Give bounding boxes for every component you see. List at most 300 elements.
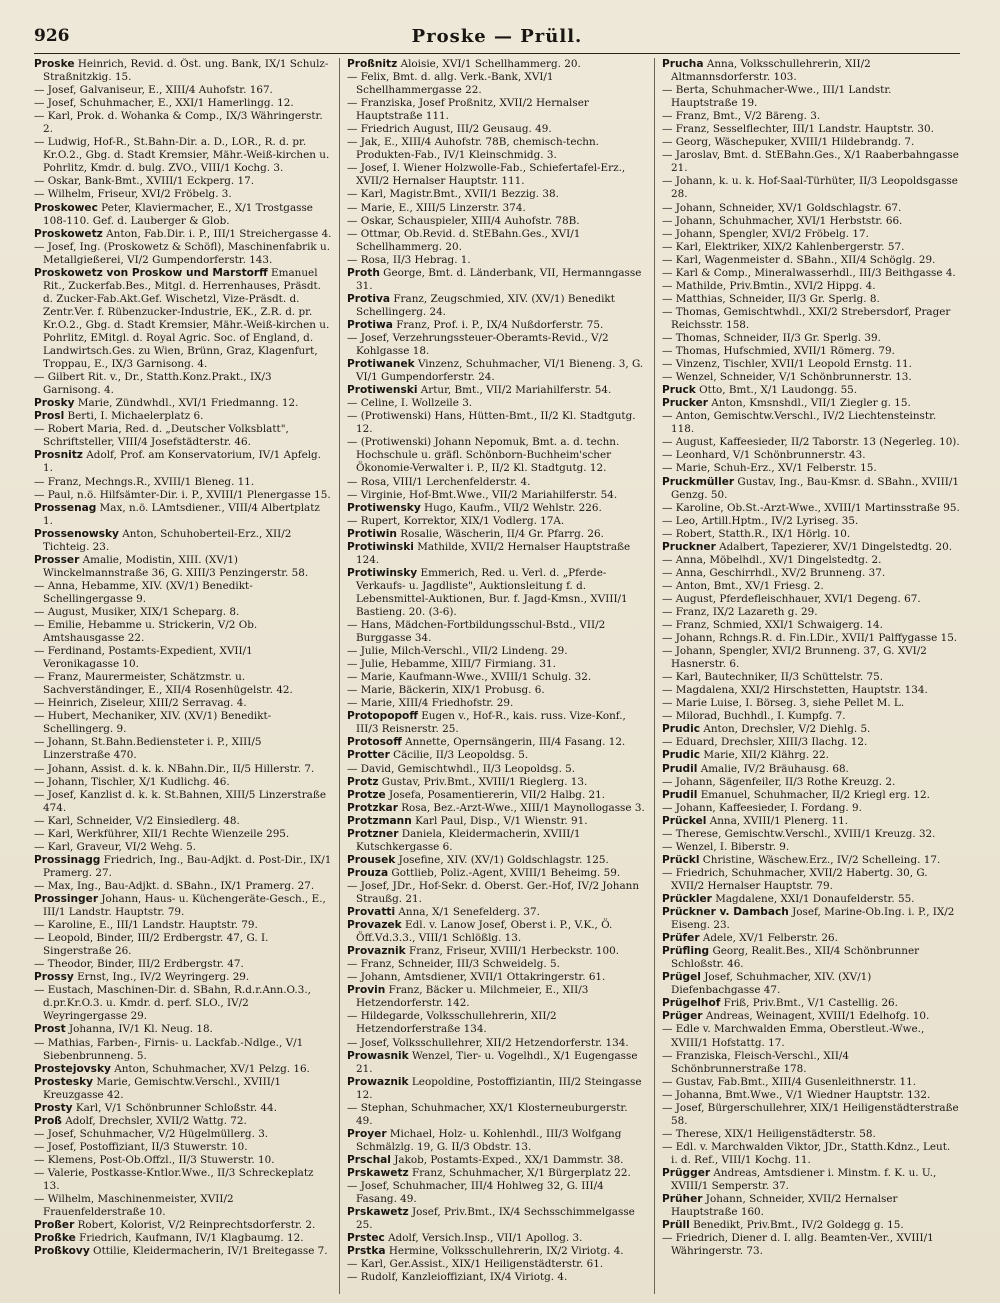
entry-details: — Johann, Spengler, XVI/2 Fröbelg. 17. — [662, 227, 869, 240]
directory-entry — [34, 1219, 332, 1232]
directory-entry — [34, 1037, 332, 1063]
directory-entry — [34, 528, 332, 554]
entry-details: Marie, Zündwhdl., XVI/1 Friedmanng. 12. — [74, 397, 299, 410]
directory-entry — [34, 710, 332, 736]
entry-surname: Protiwinsky — [347, 566, 418, 579]
entry-details: Johann, Schneider, XVII/2 Hernalser Hauptstraße 160. — [671, 1193, 898, 1219]
directory-entry — [347, 202, 645, 215]
entry-details: — Johann, Amtsdiener, XVII/1 Ottakringerstr. 61. — [347, 971, 606, 984]
directory-entry — [34, 932, 332, 958]
directory-entry — [34, 880, 332, 893]
directory-entry — [347, 502, 645, 515]
entry-details: — Eduard, Drechsler, XIII/3 Ilachg. 12. — [662, 736, 868, 749]
directory-entry — [662, 1193, 960, 1219]
directory-entry — [347, 749, 645, 762]
directory-entry — [347, 541, 645, 567]
directory-entry — [662, 802, 960, 815]
entry-details: — Johann, Assist. d. k. k. NBahn.Dir., II/5 Hillerstr. 7. — [34, 762, 315, 775]
entry-surname: Prüfer — [662, 932, 700, 945]
entry-surname: Protiwin — [347, 527, 397, 540]
directory-entry — [347, 658, 645, 671]
entry-surname: Pruckmüller — [662, 475, 735, 488]
directory-entry — [34, 1076, 332, 1102]
entry-details: — Rosa, VIII/1 Lerchenfelderstr. 4. — [347, 475, 531, 488]
page-number: 926 — [34, 26, 70, 46]
directory-entry — [347, 188, 645, 201]
entry-details: — Leonhard, V/1 Schönbrunnerstr. 43. — [662, 449, 866, 462]
entry-details: — Gustav, Fab.Bmt., XIII/4 Gusenleithnerstr. 11. — [662, 1075, 917, 1088]
entry-details: — Franz, Mechngs.R., XVIII/1 Bleneg. 11. — [34, 475, 255, 488]
entry-details: Anna, X/1 Senefelderg. 37. — [395, 906, 540, 919]
entry-details: Emanuel Rit., Zuckerfab.Bes., Mitgl. d. Herrenhauses, Präsdt. d. Zucker-Fab.Akt.Gef. Wischetzl, Vize-Präsdt. d. Zentr.Ver. f. Rübenzucker-Industrie, EK., Z.R. d. pr. Kr.O.2., Gbg. d. Stadt Kremsier, Mähr.-Weiß-kirchen u. Pohrlitz, EMitgl. d. Royal Agric. Soc. of England, d. Landwirtsch.Ges. zu Wien, Brünn, Graz, Klagenfurt, Troppau, E., IX/3 Garnisong. 4. — [43, 266, 330, 371]
entry-details: — Gilbert Rit. v., Dr., Statth.Konz.Prakt., IX/3 Garnisong. 4. — [34, 371, 272, 397]
entry-details: Marie, Gemischtw.Verschl., XVIII/1 Kreuzgasse 42. — [43, 1075, 281, 1101]
entry-details: — Klemens, Post-Ob.Offzl., II/3 Stuwerstr. 10. — [34, 1153, 275, 1166]
entry-surname: Prosty — [34, 1101, 73, 1114]
entry-details: — Marie, XIII/4 Friedhofstr. 29. — [347, 697, 514, 710]
directory-entry — [347, 958, 645, 971]
entry-surname: Protosoff — [347, 736, 402, 749]
entry-details: — Josef, Schuhmacher, E., XXI/1 Hamerlingg. 12. — [34, 97, 294, 110]
entry-details: — Karl, Graveur, VI/2 Wehg. 5. — [34, 840, 197, 853]
directory-entry — [34, 267, 332, 371]
entry-surname: Prudic — [662, 749, 701, 762]
entry-details: — Hubert, Mechaniker, XIV. (XV/1) Benedikt-Schellingerg. 9. — [34, 710, 272, 736]
entry-details: Karl, V/1 Schönbrunner Schloßstr. 44. — [72, 1101, 277, 1114]
entry-details: Andreas, Weinagent, XVIII/1 Edelhofg. 10. — [702, 1010, 930, 1023]
entry-details: — Marie, Kaufmann-Wwe., XVIII/1 Schulg. 32. — [347, 671, 592, 684]
directory-entry — [34, 202, 332, 228]
directory-entry — [347, 397, 645, 410]
entry-details: Adolf, Drechsler, XVII/2 Wattg. 72. — [61, 1114, 247, 1127]
directory-entry — [34, 1128, 332, 1141]
column-divider — [654, 58, 655, 1294]
entry-details: — Therese, XIX/1 Heiligenstädterstr. 58. — [662, 1127, 876, 1140]
entry-details: Gottlieb, Poliz.-Agent, XVIII/1 Beheimg. 59. — [388, 866, 621, 879]
directory-entry — [662, 306, 960, 332]
entry-details: Daniela, Kleidermacherin, XVIII/1 Kutschkergasse 6. — [356, 827, 581, 853]
entry-surname: Prostejovsky — [34, 1062, 111, 1075]
entry-details: Emmerich, Red. u. Verl. d. „Pferde-Verkaufs- u. Jagdliste", Auktionsleitung f. d. Lebensmittel-Auktionen, Bur. f. Jagd-Kmsn., XVIII/1 Bastieng. 20. (3-6). — [356, 566, 628, 618]
directory-entry — [662, 215, 960, 228]
entry-details: — August, Kaffeesieder, II/2 Taborstr. 13 (Negerleg. 10). — [662, 436, 960, 449]
directory-entry — [662, 854, 960, 867]
entry-details: — Josef, Volksschullehrer, XII/2 Hetzendorferstr. 134. — [347, 1036, 629, 1049]
entry-details: — Josef, JDr., Hof-Sekr. d. Oberst. Ger.-Hof, IV/2 Johann Straußg. 21. — [347, 879, 640, 905]
directory-entry — [347, 854, 645, 867]
entry-surname: Prowasnik — [347, 1049, 409, 1062]
entry-details: Emanuel, Schuhmacher, II/2 Kriegl erg. 12. — [697, 788, 930, 801]
entry-details: — August, Musiker, XIX/1 Scheparg. 8. — [34, 605, 240, 618]
entry-surname: Prschal — [347, 1153, 391, 1166]
entry-details: Josef, Schuhmacher, XIV. (XV/1) Diefenbachgasse 47. — [671, 971, 872, 997]
entry-details: — Franz, Schmied, XXI/1 Schwaigerg. 14. — [662, 619, 883, 632]
entry-details: — Edl. v. Marchwalden Viktor, JDr., Statth.Kdnz., Leut. i. d. Ref., VIII/1 Kochg. 11. — [662, 1140, 951, 1166]
entry-details: — Oskar, Schauspieler, XIII/4 Auhofstr. 78B. — [347, 214, 580, 227]
entry-details: Adele, XV/1 Felberstr. 26. — [699, 932, 838, 945]
entry-surname: Prossinagg — [34, 853, 101, 866]
directory-entry — [34, 175, 332, 188]
directory-entry — [347, 1050, 645, 1076]
entry-details: — (Protiwenski) Johann Nepomuk, Bmt. a. d. techn. Hochschule u. gräfl. Schönborn-Buchheim'scher Ökonomie-Verwalter i. P., II/2 Kl. Stadtgutg. 12. — [347, 436, 620, 475]
entry-details: — Georg, Wäschepuker, XVIII/1 Hildebrandg. 7. — [662, 136, 915, 149]
directory-entry — [34, 1115, 332, 1128]
entry-surname: Prowaznik — [347, 1075, 409, 1088]
entry-details: Benedikt, Priv.Bmt., IV/2 Goldegg g. 15. — [689, 1219, 904, 1232]
entry-details: Marie, XII/2 Klährg. 22. — [700, 749, 829, 762]
entry-surname: Protopopoff — [347, 710, 418, 723]
entry-details: — Theodor, Binder, III/2 Erdbergstr. 47. — [34, 958, 244, 971]
directory-entry — [34, 1141, 332, 1154]
entry-surname: Proßke — [34, 1232, 76, 1245]
directory-entry — [662, 1076, 960, 1089]
entry-details: Anton, Drechsler, V/2 Diehlg. 5. — [700, 723, 871, 736]
entry-details: — Oskar, Bank-Bmt., XVIII/1 Eckperg. 17. — [34, 175, 255, 188]
entry-surname: Proß — [34, 1114, 62, 1127]
directory-entry — [347, 645, 645, 658]
directory-entry — [34, 1063, 332, 1076]
entry-details: — Mathias, Farben-, Firnis- u. Lackfab.-Ndlge., V/1 Siebenbrunneng. 5. — [34, 1036, 304, 1062]
entry-details: — Thomas, Hufschmied, XVII/1 Römerg. 79. — [662, 345, 895, 358]
directory-entry — [34, 580, 332, 606]
directory-entry — [34, 58, 332, 84]
entry-surname: Prosser — [34, 553, 80, 566]
entry-details: Jakob, Postamts-Exped., XX/1 Dammstr. 38. — [390, 1153, 624, 1166]
directory-entry — [662, 1219, 960, 1232]
directory-entry — [662, 710, 960, 723]
directory-entry — [662, 671, 960, 684]
directory-entry — [347, 763, 645, 776]
directory-entry — [662, 241, 960, 254]
entry-details: — Leopold, Binder, III/2 Erdbergstr. 47, G. I. Singerstraße 26. — [34, 932, 269, 958]
entry-details: — Johann, Schneider, XV/1 Goldschlagstr. 67. — [662, 201, 902, 214]
directory-entry — [662, 528, 960, 541]
entry-details: — Julie, Milch-Verschl., VII/2 Lindeng. 29. — [347, 645, 568, 658]
directory-entry — [662, 1023, 960, 1049]
entry-details: — Hans, Mädchen-Fortbildungsschul-Bstd., VII/2 Burggasse 34. — [347, 619, 606, 645]
directory-entry — [662, 971, 960, 997]
directory-entry — [34, 919, 332, 932]
column-3 — [662, 58, 960, 1294]
entry-details: Anna, XVIII/1 Plenerg. 11. — [706, 814, 849, 827]
entry-details: — Hildegarde, Volksschullehrerin, XII/2 Hetzendorferstraße 134. — [347, 1010, 557, 1036]
entry-details: — Matthias, Schneider, II/3 Gr. Sperlg. 8. — [662, 292, 880, 305]
entry-details: Heinrich, Revid. d. Öst. ung. Bank, IX/1 Schulz-Straßnitzkig. 15. — [43, 58, 329, 84]
entry-details: — Johann, Rchngs.R. d. Fin.LDir., XVII/1 Palffygasse 15. — [662, 632, 958, 645]
entry-details: Aloisie, XVI/1 Schellhammerg. 20. — [397, 58, 581, 70]
directory-entry — [347, 880, 645, 906]
directory-entry — [662, 502, 960, 515]
entry-surname: Prossinger — [34, 893, 99, 905]
directory-entry — [34, 188, 332, 201]
directory-entry — [347, 945, 645, 958]
directory-entry — [347, 267, 645, 293]
entry-details: Max, n.ö. LAmtsdiener., VIII/4 Albertplatz 1. — [43, 501, 320, 527]
entry-details: — Marie, Schuh-Erz., XV/1 Felberstr. 15. — [662, 462, 877, 475]
entry-details: — Karl, Ger.Assist., XIX/1 Heiligenstädterstr. 61. — [347, 1258, 604, 1271]
entry-details: — Franz, Maurermeister, Schätzmstr. u. Sachverständinger, E., XII/4 Rosenhügelstr. 42. — [34, 671, 293, 697]
entry-details: Friedrich, Ing., Bau-Adjkt. d. Post-Dir., IX/1 Pramerg. 27. — [43, 853, 332, 879]
entry-details: — Mathilde, Priv.Bmtin., XVI/2 Hippg. 4. — [662, 279, 876, 292]
directory-entry — [347, 1167, 645, 1180]
directory-entry — [347, 867, 645, 880]
entry-details: Christine, Wäschew.Erz., IV/2 Schelleing. 17. — [699, 853, 941, 866]
directory-entry — [347, 776, 645, 789]
entry-details: — Jaroslav, Bmt. d. StEBahn.Ges., X/1 Raaberbahngasse 21. — [662, 149, 959, 175]
entry-surname: Prost — [34, 1023, 66, 1036]
entry-details: Amalie, Modistin, XIII. (XV/1) Winckelmannstraße 36, G. XIII/3 Penzingerstr. 58. — [43, 553, 309, 579]
entry-details: — Anna, Geschirrhdl., XV/2 Brunneng. 37. — [662, 566, 886, 579]
directory-entry — [34, 619, 332, 645]
entry-surname: Prossenag — [34, 501, 97, 514]
directory-entry — [34, 984, 332, 1023]
directory-entry — [347, 736, 645, 749]
entry-details: — (Protiwenski) Hans, Hütten-Bmt., II/2 Kl. Stadtgutg. 12. — [347, 410, 636, 436]
entry-details: — Karl, Wagenmeister d. SBahn., XII/4 Schöglg. 29. — [662, 253, 936, 266]
entry-surname: Prückler — [662, 893, 712, 905]
entry-surname: Proske — [34, 58, 75, 70]
entry-surname: Protzkar — [347, 801, 398, 814]
directory-entry — [347, 71, 645, 97]
entry-surname: Pruckner — [662, 540, 716, 553]
directory-entry — [347, 228, 645, 254]
entry-details: Ottilie, Kleidermacherin, IV/1 Breitegasse 7. — [89, 1245, 328, 1258]
entry-details: Anton, Fab.Dir. i. P., III/1 Streichergasse 4. — [102, 227, 332, 240]
directory-entry — [662, 110, 960, 123]
entry-details: — Rosa, II/3 Hebrag. 1. — [347, 253, 471, 266]
directory-entry — [347, 828, 645, 854]
entry-details: — Friedrich, Schuhmacher, XVII/2 Habertg. 30, G. XVII/2 Hernalser Hauptstr. 79. — [662, 866, 928, 892]
directory-entry — [347, 97, 645, 123]
directory-entry — [347, 1271, 645, 1284]
directory-entry — [34, 136, 332, 175]
entry-details: — Wilhelm, Friseur, XVI/2 Fröbelg. 3. — [34, 188, 232, 201]
directory-entry — [347, 802, 645, 815]
entry-details: Amalie, IV/2 Bräuhausg. 68. — [697, 762, 849, 775]
entry-details: Eugen v., Hof-R., kais. russ. Vize-Konf., III/3 Reisnerstr. 25. — [356, 710, 626, 736]
entry-details: Johanna, IV/1 Kl. Neug. 18. — [65, 1023, 213, 1036]
entry-details: — Josef, Postoffiziant, II/3 Stuwerstr. 10. — [34, 1140, 248, 1153]
entry-details: — Marie, Bäckerin, XIX/1 Probusg. 6. — [347, 684, 545, 697]
entry-details: Josefa, Posamentiererin, VII/2 Halbg. 21. — [385, 788, 606, 801]
entry-details: — Franz, Sesselflechter, III/1 Landstr. Hauptstr. 30. — [662, 123, 934, 136]
entry-details: — Josef, Ing. (Proskowetz & Schöfl), Maschinenfabrik u. Metallgießerei, VI/2 Gumpendorferstr. 143. — [34, 240, 331, 266]
directory-entry — [34, 1154, 332, 1167]
directory-entry — [34, 97, 332, 110]
directory-entry — [662, 293, 960, 306]
directory-entry — [347, 1128, 645, 1154]
directory-entry — [662, 58, 960, 84]
entry-surname: Prucker — [662, 397, 708, 410]
directory-entry — [347, 1154, 645, 1167]
directory-entry — [662, 515, 960, 528]
entry-surname: Protiwinski — [347, 540, 414, 553]
entry-details: — Karl & Comp., Mineralwasserhdl., III/3 Beithgasse 4. — [662, 266, 956, 279]
entry-details: Adolf, Prof. am Konservatorium, IV/1 Apfelg. 1. — [43, 449, 322, 475]
directory-entry — [34, 971, 332, 984]
entry-surname: Prückel — [662, 814, 707, 827]
directory-entry — [662, 567, 960, 580]
directory-entry — [34, 502, 332, 528]
entry-details: — Jak, E., XIII/4 Auhofstr. 78B, chemisch-techn. Produkten-Fab., IV/1 Kleinschmidg. 3. — [347, 136, 599, 162]
directory-entry — [34, 228, 332, 241]
entry-details: Ernst, Ing., IV/2 Weyringerg. 29. — [73, 971, 250, 984]
directory-entry — [662, 841, 960, 854]
entry-details: — Thomas, Schneider, II/3 Gr. Sperlg. 39. — [662, 331, 881, 344]
directory-entry — [34, 1232, 332, 1245]
entry-details: — Leo, Artill.Hptm., IV/2 Lyriseg. 35. — [662, 514, 859, 527]
directory-entry — [662, 1010, 960, 1023]
directory-entry — [662, 384, 960, 397]
entry-details: — Berta, Schuhmacher-Wwe., III/1 Landstr. Hauptstraße 19. — [662, 84, 892, 110]
directory-entry — [662, 84, 960, 110]
directory-entry — [347, 136, 645, 162]
entry-surname: Proßnitz — [347, 58, 398, 70]
directory-entry — [347, 358, 645, 384]
entry-details: — Johann, Sägenfeiler, II/3 Rothe Kreuzg. 2. — [662, 775, 896, 788]
entry-details: Georg, Realit.Bes., XII/4 Schönbrunner Schloßstr. 46. — [671, 945, 920, 971]
entry-details: Andreas, Amtsdiener i. Minstm. f. K. u. U., XVIII/1 Semperstr. 37. — [671, 1166, 937, 1193]
directory-entry — [662, 763, 960, 776]
directory-entry — [347, 515, 645, 528]
entry-surname: Protiwenski — [347, 384, 418, 397]
entry-surname: Prüger — [662, 1010, 703, 1023]
entry-details: — Wilhelm, Maschinenmeister, XVII/2 Frauenfelderstraße 10. — [34, 1193, 234, 1219]
directory-entry — [34, 893, 332, 919]
directory-entry — [662, 828, 960, 841]
entry-surname: Prosl — [34, 410, 65, 423]
entry-details: Anton, Schuhoberteil-Erz., XII/2 Tichteig. 23. — [43, 527, 292, 553]
directory-entry — [662, 554, 960, 567]
entry-details: Josef, Priv.Bmt., IX/4 Sechsschimmelgasse 25. — [356, 1206, 635, 1232]
directory-entry — [347, 162, 645, 188]
entry-surname: Prüfling — [662, 945, 710, 958]
entry-details: Franz, Schuhmacher, X/1 Bürgerplatz 22. — [408, 1166, 631, 1179]
directory-entry — [347, 906, 645, 919]
entry-surname: Prudil — [662, 762, 698, 775]
entry-details: — Karl, Werkführer, XII/1 Rechte Wienzeile 295. — [34, 827, 290, 840]
directory-entry — [34, 554, 332, 580]
entry-details: — Karl, Schneider, V/2 Einsiedlerg. 48. — [34, 814, 240, 827]
entry-details: — Ferdinand, Postamts-Expedient, XVII/1 Veronikagasse 10. — [34, 645, 253, 671]
directory-entry — [34, 697, 332, 710]
entry-surname: Pruck — [662, 384, 696, 397]
entry-details: — Ludwig, Hof-R., St.Bahn-Dir. a. D., LOR., R. d. pr. Kr.O.2., Gbg. d. Stadt Kremsier, Mähr.-Weiß-kirchen u. Pohrlitz, Kmdr. d. bulg. ZVO., VIII/1 Kochg. 3. — [34, 136, 330, 175]
directory-entry — [662, 202, 960, 215]
entry-surname: Proßkovy — [34, 1245, 90, 1258]
directory-entry — [662, 815, 960, 828]
column-divider — [339, 58, 340, 1294]
entry-surname: Protiva — [347, 292, 391, 305]
directory-entry — [347, 1076, 645, 1102]
directory-entry — [347, 1102, 645, 1128]
entry-details: — Eustach, Maschinen-Dir. d. SBahn, R.d.r.Ann.O.3., d.pr.Kr.O.3. u. Kmdr. d. perf. SLO., IV/2 Weyringergasse 29. — [34, 984, 311, 1023]
directory-entry — [662, 945, 960, 971]
entry-details: — Therese, Gemischtw.Verschl., XVIII/1 Kreuzg. 32. — [662, 827, 936, 840]
directory-entry — [347, 984, 645, 1010]
entry-details: — Paul, n.ö. Hilfsämter-Dir. i. P., XVIII/1 Plenergasse 15. — [34, 488, 331, 501]
directory-entry — [34, 763, 332, 776]
directory-entry — [662, 228, 960, 241]
entry-details: — Heinrich, Ziseleur, XIII/2 Serravag. 4. — [34, 697, 247, 710]
entry-details: Adalbert, Tapezierer, XV/1 Dingelstedtg. 20. — [715, 540, 952, 553]
directory-entry — [662, 593, 960, 606]
directory-entry — [34, 606, 332, 619]
directory-entry — [662, 332, 960, 345]
directory-entry — [662, 436, 960, 449]
directory-entry — [347, 1206, 645, 1232]
directory-entry — [662, 684, 960, 697]
directory-entry — [34, 241, 332, 267]
directory-entry — [662, 789, 960, 802]
entry-surname: Prouza — [347, 866, 389, 879]
entry-details: — Anna, Hebamme, XIV. (XV/1) Benedikt-Schellingergasse 9. — [34, 579, 253, 605]
entry-details: Edl. v. Lanow Josef, Oberst i. P., V.K., Ö. Öff.Vd.3.3., VIII/1 Schlößlg. 13. — [356, 919, 613, 945]
entry-details: — Stephan, Schuhmacher, XX/1 Klosterneuburgerstr. 49. — [347, 1101, 628, 1127]
entry-details: — Anton, Bmt., XV/1 Friesg. 2. — [662, 579, 824, 592]
entry-details: Wenzel, Tier- u. Vogelhdl., X/1 Eugengasse 21. — [356, 1049, 638, 1075]
directory-entry — [34, 1102, 332, 1115]
entry-details: — Karoline, E., III/1 Landstr. Hauptstr. 79. — [34, 919, 258, 932]
entry-details: — Magdalena, XXI/2 Hirschstetten, Hauptstr. 134. — [662, 684, 928, 697]
directory-entry — [662, 397, 960, 410]
directory-entry — [662, 1141, 960, 1167]
entry-surname: Protter — [347, 749, 390, 762]
entry-surname: Prossy — [34, 971, 74, 984]
directory-entry — [662, 449, 960, 462]
entry-details: Hugo, Kaufm., VII/2 Wehlstr. 226. — [420, 501, 602, 514]
entry-details: — Josef, Schuhmacher, III/4 Hohlweg 32, G. III/4 Fasang. 49. — [347, 1180, 604, 1206]
directory-entry — [34, 371, 332, 397]
directory-entry — [347, 528, 645, 541]
directory-entry — [662, 1102, 960, 1128]
entry-details: — Ottmar, Ob.Revid. d. StEBahn.Ges., XVI/1 Schellhammerg. 20. — [347, 227, 581, 253]
entry-details: — Celine, I. Wollzeile 3. — [347, 397, 473, 410]
directory-entry — [662, 645, 960, 671]
entry-details: Friedrich, Kaufmann, IV/1 Klagbaumg. 12. — [75, 1232, 304, 1245]
directory-entry — [347, 254, 645, 267]
directory-entry — [662, 476, 960, 502]
entry-details: — Johann, Kaffeesieder, I. Fordang. 9. — [662, 801, 862, 814]
directory-entry — [34, 410, 332, 423]
entry-surname: Prüll — [662, 1219, 690, 1232]
entry-details: — Johanna, Bmt.Wwe., V/1 Wiedner Hauptstr. 132. — [662, 1088, 931, 1101]
directory-entry — [662, 736, 960, 749]
entry-details: Rosalie, Wäscherin, II/4 Gr. Pfarrg. 26. — [396, 527, 604, 540]
directory-entry — [662, 749, 960, 762]
entry-surname: Prudic — [662, 723, 701, 736]
entry-details: — Johann, Schuhmacher, XVI/1 Herbststr. 66. — [662, 214, 903, 227]
directory-entry — [662, 1232, 960, 1258]
directory-entry — [662, 371, 960, 384]
directory-entry — [347, 293, 645, 319]
entry-surname: Prousek — [347, 853, 396, 866]
directory-entry — [347, 567, 645, 619]
entry-details: Johann, Haus- u. Küchengeräte-Gesch., E., III/1 Landstr. Hauptstr. 79. — [43, 893, 326, 919]
entry-surname: Prostesky — [34, 1075, 94, 1088]
entry-surname: Prosnitz — [34, 449, 83, 462]
entry-surname: Prudil — [662, 788, 698, 801]
directory-entry — [34, 671, 332, 697]
entry-details: Magdalene, XXI/1 Donaufelderstr. 55. — [711, 893, 915, 905]
entry-details: Franz, Zeugschmied, XIV. (XV/1) Benedikt Schellingerg. 24. — [356, 292, 615, 318]
entry-details: — Vinzenz, Tischler, XVII/1 Leopold Ernstg. 11. — [662, 358, 912, 371]
entry-surname: Provaznik — [347, 945, 406, 958]
directory-entry — [662, 462, 960, 475]
column-1 — [34, 58, 332, 1294]
entry-details: — Valerie, Postkasse-Kntlor.Wwe., II/3 Schreckeplatz 13. — [34, 1166, 314, 1193]
directory-entry — [34, 397, 332, 410]
